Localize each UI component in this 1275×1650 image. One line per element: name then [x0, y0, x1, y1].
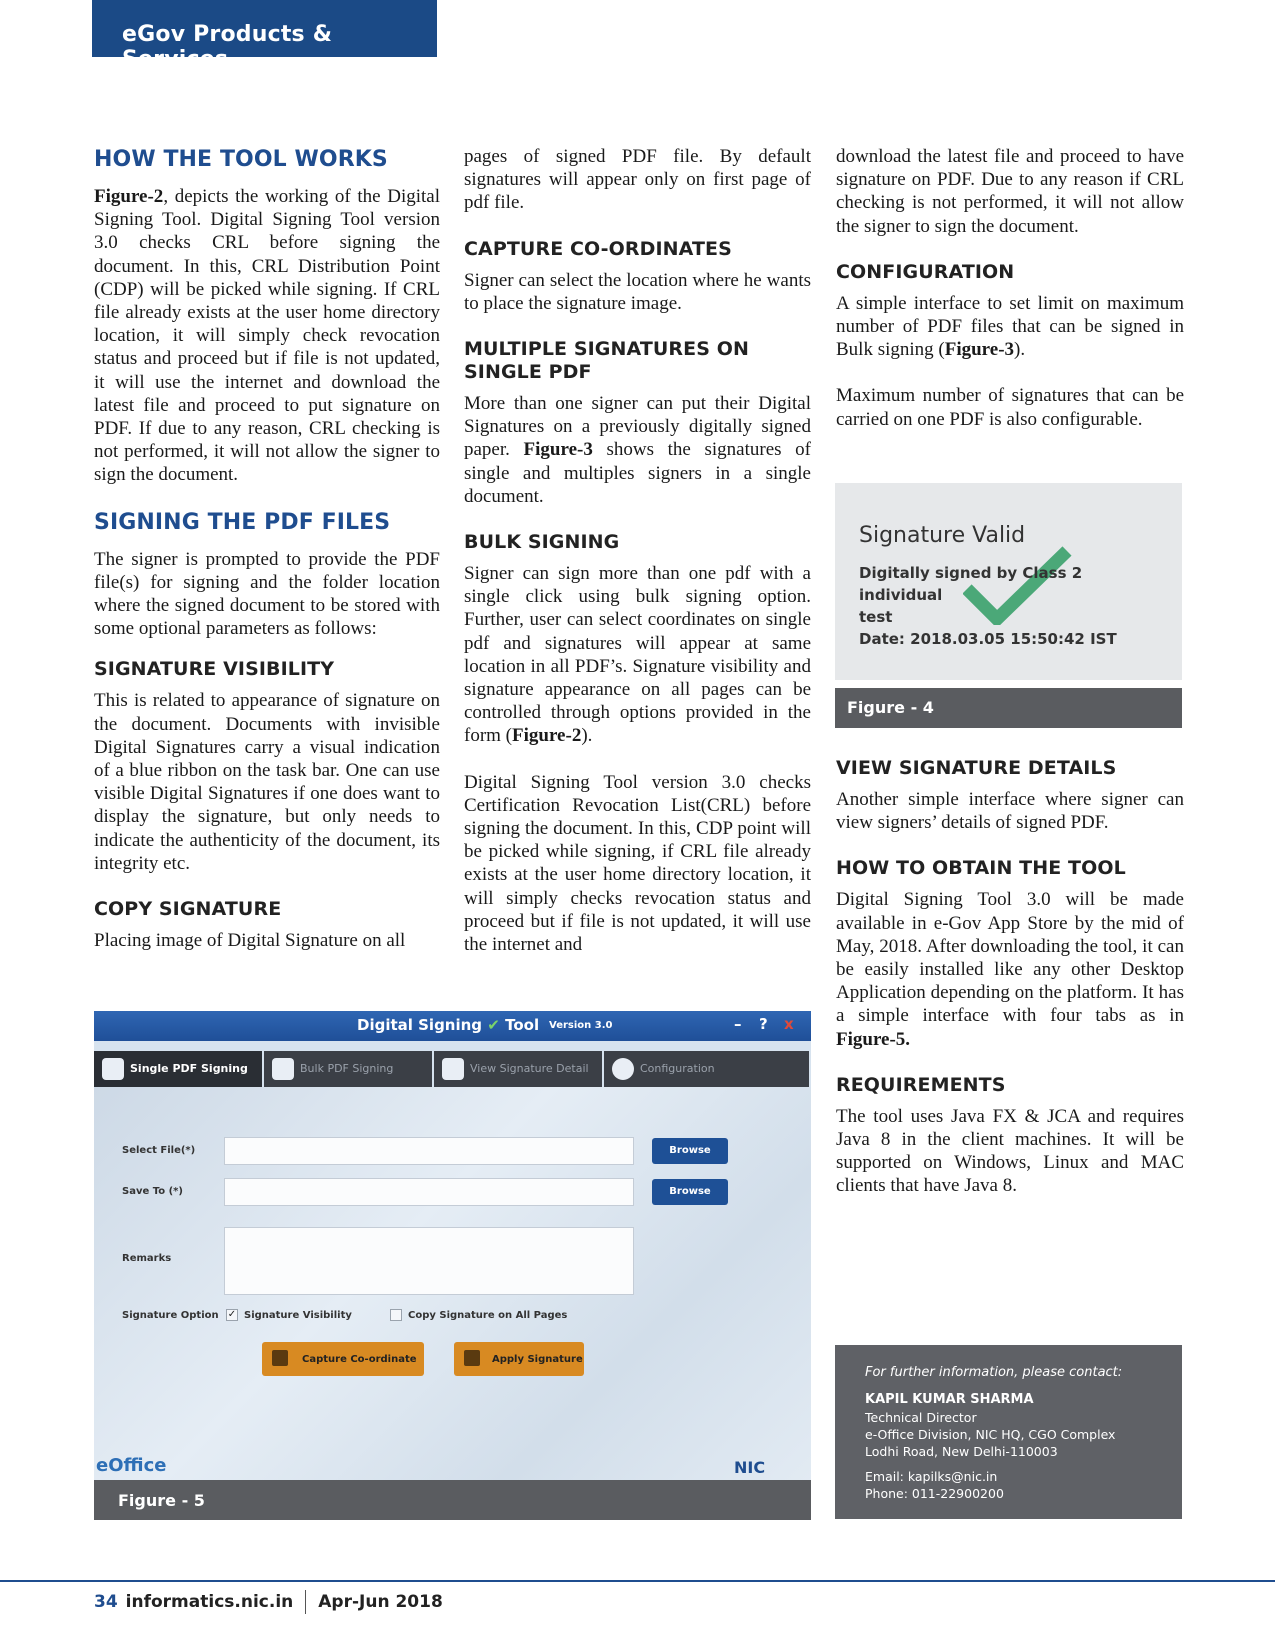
paragraph-dst-crl: Digital Signing Tool version 3.0 checks Certification Revocation List(CRL) before signing the document. In this, CDP point will be picked while signing, if CRL file already exists at the user home directory location, it will simply checks revocation status and proceed but if file is not updated, it will use the internet and [464, 771, 811, 956]
remarks-textarea[interactable] [224, 1227, 634, 1295]
app-version: Version 3.0 [549, 1020, 613, 1031]
browse-file-button[interactable]: Browse [652, 1138, 728, 1164]
section-header: eGov Products & Services [92, 0, 437, 57]
paragraph-configuration: A simple interface to set limit on maximum number of PDF files that can be signed in Bulk signing (Figure-3). [836, 292, 1184, 361]
figure-4 [835, 483, 1182, 728]
eoffice-logo: eOffice [96, 1455, 167, 1476]
column-1 [94, 147, 440, 975]
column-3-lower [836, 757, 1184, 1221]
figure-ref: Figure-2 [94, 186, 164, 207]
copy-all-pages-label: Copy Signature on All Pages [408, 1310, 568, 1321]
column-3 [836, 145, 1184, 454]
column-2 [464, 145, 811, 979]
signature-option-label: Signature Option [122, 1310, 219, 1321]
select-file-input[interactable] [224, 1137, 634, 1165]
footer-rule [0, 1580, 1275, 1582]
copy-all-pages-checkbox[interactable] [390, 1309, 402, 1321]
heading-requirements: REQUIREMENTS [836, 1073, 1006, 1096]
heading-copy-signature: COPY SIGNATURE [94, 898, 282, 921]
view-signature-icon [442, 1058, 464, 1080]
paragraph-view-signature-details: Another simple interface where signer can view signers’ details of signed PDF. [836, 789, 1184, 834]
heading-how-tool-works: HOW THE TOOL WORKS [94, 147, 388, 172]
contact-address-2: Lodhi Road, New Delhi-110003 [865, 1444, 1058, 1459]
contact-name: KAPIL KUMAR SHARMA [865, 1392, 1034, 1407]
app-title: Digital Signing ✔ Tool [357, 1016, 540, 1034]
bulk-sign-icon [272, 1058, 294, 1080]
paragraph-signing-pdf-files: The signer is prompted to provide the PDF file(s) for signing and the folder location where the signed document to be stored with some optional parameters as follows: [94, 548, 440, 640]
signature-valid-panel [835, 483, 1182, 680]
help-button[interactable]: ? [759, 1015, 768, 1033]
app-title-bar [94, 1011, 811, 1041]
signed-by-line: Digitally signed by Class 2 individual [859, 564, 1083, 604]
tab-single-pdf-signing[interactable]: Single PDF Signing [94, 1051, 264, 1087]
paragraph-copy-signature: Placing image of Digital Signature on all [94, 930, 406, 952]
paragraph-bulk-signing: Signer can sign more than one pdf with a single click using bulk signing option. Further, user can select coordinates on single pdf and signatures will appear at same location in all PDF’s. Signature visibility and signature appearance on all pages can be controlled through options provided in the form (Figure-2). [464, 563, 811, 747]
nic-logo: NIC [734, 1458, 766, 1477]
heading-view-signature-details: VIEW SIGNATURE DETAILS [836, 757, 1117, 779]
paragraph-capture-coordinates: Signer can select the location where he wants to place the signature image. [464, 269, 811, 314]
contact-role: Technical Director [865, 1410, 977, 1425]
figure-5-caption: Figure - 5 [94, 1480, 811, 1520]
paragraph-how-to-obtain: Digital Signing Tool 3.0 will be made available in e-Gov App Store by the mid of May, 2018. After downloading the tool, it can be easily installed like any other Desktop Application depending on the platform. It has a simple interface with four tabs as in Figure-5. [836, 889, 1184, 1050]
footer-issue: Apr-Jun 2018 [318, 1592, 443, 1612]
pen-icon [464, 1350, 480, 1366]
contact-address-1: e-Office Division, NIC HQ, CGO Complex [865, 1427, 1116, 1442]
contact-box [835, 1345, 1182, 1519]
heading-signature-visibility: SIGNATURE VISIBILITY [94, 658, 335, 681]
paragraph-multiple-signatures: More than one signer can put their Digital Signatures on a previously digitally signed paper. Figure-3 shows the signatures of single and multiples signers in a single document. [464, 393, 811, 507]
contact-intro: For further information, please contact: [865, 1365, 1123, 1380]
browse-save-button[interactable]: Browse [652, 1179, 728, 1205]
footer-divider [305, 1590, 306, 1614]
page-number: 34 [94, 1592, 118, 1612]
save-to-label: Save To (*) [122, 1186, 183, 1197]
gear-icon [612, 1058, 634, 1080]
tab-view-signature-detail[interactable]: View Signature Detail [434, 1051, 604, 1087]
paragraph-requirements: The tool uses Java FX & JCA and requires Java 8 in the client machines. It will be supported on Windows, Linux and MAC clients that have Java 8. [836, 1105, 1184, 1197]
app-tab-bar [94, 1051, 811, 1087]
figure-4-caption: Figure - 4 [835, 688, 1182, 728]
close-button[interactable]: x [784, 1015, 794, 1033]
pdf-sign-icon [102, 1058, 124, 1080]
paragraph-how-tool-works: Figure-2, depicts the working of the Digital Signing Tool. Digital Signing Tool version 3.0 checks CRL before signing the document. In this, CRL Distribution Point (CDP) will be picked while signing. If CRL file already exists at the user home directory location, it will simply check revocation status and proceed but if file is not updated, it will use the internet and download the latest file and proceed to put signature on PDF. If due to any reason, CRL checking is not performed, it will not allow the signer to sign the document. [94, 186, 440, 486]
signature-visibility-label: Signature Visibility [244, 1310, 352, 1321]
remarks-label: Remarks [122, 1253, 172, 1264]
heading-multiple-signatures: MULTIPLE SIGNATURES ON SINGLE PDF [464, 338, 749, 384]
select-file-label: Select File(*) [122, 1145, 196, 1156]
save-to-input[interactable] [224, 1178, 634, 1206]
tab-bulk-pdf-signing[interactable]: Bulk PDF Signing [264, 1051, 434, 1087]
paragraph-copy-signature-cont: pages of signed PDF file. By default signatures will appear only on first page of pdf file. [464, 146, 811, 214]
footer-site: informatics.nic.in [125, 1592, 294, 1612]
paragraph-signature-visibility: This is related to appearance of signature on the document. Documents with invisible Digital Signatures carry a visual indication of a blue ribbon on the task bar. One can use visible Digital Signatures if one does want to display the signature, but only needs to indicate the authenticity of the document, its integrity etc. [94, 690, 440, 874]
footer [94, 1590, 443, 1614]
signed-by-line-2: test [859, 608, 893, 626]
check-icon: ✔ [487, 1016, 500, 1034]
cursor-icon [272, 1350, 288, 1366]
signature-visibility-checkbox[interactable]: ✓ [227, 1309, 237, 1320]
paragraph-max-signatures: Maximum number of signatures that can be carried on one PDF is also configurable. [836, 385, 1184, 430]
heading-bulk-signing: BULK SIGNING [464, 531, 620, 554]
signature-valid-title: Signature Valid [859, 523, 1026, 548]
apply-signature-button[interactable]: Apply Signature [454, 1342, 584, 1376]
tab-configuration[interactable]: Configuration [604, 1051, 811, 1087]
signature-date: Date: 2018.03.05 15:50:42 IST [859, 630, 1117, 648]
minimize-button[interactable]: – [734, 1015, 742, 1033]
heading-configuration: CONFIGURATION [836, 260, 1015, 283]
figure-5-app-screenshot [94, 1011, 811, 1520]
heading-capture-coordinates: CAPTURE CO-ORDINATES [464, 237, 732, 260]
capture-coordinate-button[interactable]: Capture Co-ordinate [262, 1342, 424, 1376]
contact-email: Email: kapilks@nic.in [865, 1469, 998, 1484]
heading-signing-pdf-files: SIGNING THE PDF FILES [94, 509, 391, 535]
contact-phone: Phone: 011-22900200 [865, 1486, 1004, 1501]
app-form [94, 1087, 811, 1520]
heading-how-to-obtain: HOW TO OBTAIN THE TOOL [836, 857, 1126, 880]
paragraph-crl-cont: download the latest file and proceed to have signature on PDF. Due to any reason if CRL checking is not performed, it will not allow the signer to sign the document. [836, 146, 1184, 237]
